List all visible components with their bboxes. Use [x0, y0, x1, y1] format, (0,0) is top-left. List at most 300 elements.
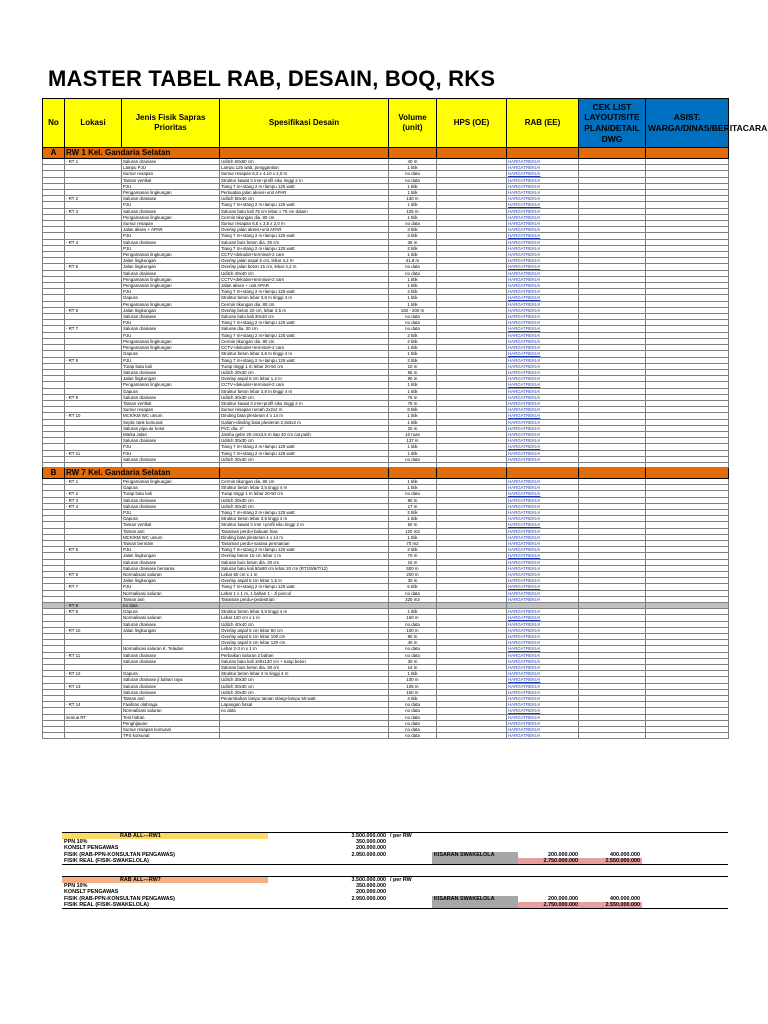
jenis-cell: Pengamanan lingkungan [122, 252, 220, 258]
rab-cell[interactable]: HARGATREKIA! [507, 295, 579, 301]
lokasi-cell: - RT 11 [65, 652, 122, 658]
rab-cell[interactable]: HARGATREKIA! [507, 503, 579, 509]
rab-cell[interactable]: HARGATREKIA! [507, 376, 579, 382]
spec-cell: Struktur beton lebar 3,5 tinggi 4 m [220, 485, 389, 491]
lokasi-cell: - RT 8 [65, 603, 122, 609]
volume-cell: 30 m [389, 658, 437, 664]
spec-cell: Uditch 30x30 cm [220, 677, 389, 683]
jenis-cell: Jalan lingkungan [122, 307, 220, 313]
real-min: 2.750.000.000 [518, 902, 580, 909]
rab-cell[interactable]: HARGATREKIA! [507, 702, 579, 708]
spec-cell: Turap tinggi 1 m lebar 20-50 cm [220, 363, 389, 369]
rab-cell[interactable]: HARGATREKIA! [507, 578, 579, 584]
jenis-cell: Jalan lingkungan [122, 258, 220, 264]
rab-cell[interactable]: HARGATREKIA! [507, 332, 579, 338]
rab-cell[interactable]: HARGATREKIA! [507, 714, 579, 720]
rab-cell[interactable]: HARGATREKIA! [507, 584, 579, 590]
ppn-label: PPN 10% [64, 883, 88, 890]
rab-cell[interactable]: HARGATREKIA! [507, 289, 579, 295]
jenis-cell: PJU [122, 245, 220, 251]
rab-cell[interactable]: HARGATREKIA! [507, 522, 579, 528]
spec-cell: Lebar 1 x 1 m, 1 bahan 1 - Jl poncol [220, 590, 389, 596]
rab-cell[interactable]: HARGATREKIA! [507, 202, 579, 208]
spec-cell: Saluran batu kali 50x80 cm lebar 20 cm (RT1/5/6/7/12) [220, 565, 389, 571]
spec-cell: PVC dia. 4" [220, 425, 389, 431]
spec-cell: Struktur beton lebar 4 m tinggi 4 m [220, 671, 389, 677]
summary-rw7 [62, 876, 728, 909]
rab-cell[interactable]: HARGATREKIA! [507, 456, 579, 462]
spec-cell: Saluran batu kali 30x30 cm [220, 314, 389, 320]
volume-cell: 80 m [389, 634, 437, 640]
kisaran-label: KISARAN SWAKELOLA [432, 896, 518, 902]
volume-cell: no data [389, 708, 437, 714]
spec-cell: Lebar 50 cm x 1 m [220, 572, 389, 578]
jenis-cell: PJU [122, 289, 220, 295]
rab-cell[interactable]: HARGATREKIA! [507, 671, 579, 677]
rab-cell[interactable]: HARGATREKIA! [507, 369, 579, 375]
header-spesifikasi: Spesifikasi Desain [220, 99, 389, 148]
rab-cell[interactable]: HARGATREKIA! [507, 696, 579, 702]
volume-cell: 4 titik [389, 696, 437, 702]
kisaran-max: 400.000.000 [610, 895, 640, 902]
spec-cell: Saluran batu kali 75 cm lebar x 75 cm dalam [220, 208, 389, 214]
volume-cell: 100 m [389, 627, 437, 633]
rab-cell[interactable]: HARGATREKIA! [507, 270, 579, 276]
jenis-cell: Normalisasi saluran [122, 572, 220, 578]
jenis-cell: Taman asri [122, 696, 220, 702]
lokasi-cell: - RT 2 [65, 196, 122, 202]
jenis-cell: MCK/KM WC umum [122, 413, 220, 419]
rab-cell[interactable]: HARGATREKIA! [507, 689, 579, 695]
rab-cell[interactable]: HARGATREKIA! [507, 413, 579, 419]
konsult-value: 200.000.000 [356, 889, 386, 896]
ppn-label: PPN 10% [64, 839, 88, 846]
jenis-cell: Saluran drainase [122, 652, 220, 658]
volume-cell: no data [389, 727, 437, 733]
spec-cell: Tiang 7 m+stang 2 m+lampu 125 watt [220, 547, 389, 553]
rab-cell[interactable]: HARGATREKIA! [507, 534, 579, 540]
jenis-cell: Saluran drainase [122, 621, 220, 627]
rab-cell[interactable]: HARGATREKIA! [507, 615, 579, 621]
lokasi-cell: - RT 13 [65, 683, 122, 689]
jenis-cell: Saluran drainase [122, 196, 220, 202]
spec-cell: Tanaman perdu+pedestrian [220, 596, 389, 602]
volume-cell: no data [389, 221, 437, 227]
volume-cell: 20 m [389, 425, 437, 431]
lokasi-cell: - RT 7 [65, 326, 122, 332]
header-hps: HPS (OE) [437, 99, 507, 148]
rab-cell[interactable]: HARGATREKIA! [507, 177, 579, 183]
volume-cell: 1 titik [389, 485, 437, 491]
ppn-value: 350.000.000 [356, 839, 386, 846]
lokasi-cell: - RT 10 [65, 627, 122, 633]
volume-cell: 6 titik [389, 584, 437, 590]
volume-cell: 1 titik [389, 165, 437, 171]
volume-cell: 1 titik [389, 388, 437, 394]
jenis-cell: Saluran drainase [122, 369, 220, 375]
rab-all-label: RAB ALL---RW7 [118, 877, 268, 884]
spec-cell: Tiang 7 m+stang 2 m+lampu 125 watt [220, 509, 389, 515]
jenis-cell: PJU [122, 357, 220, 363]
jenis-cell: Saluran pipa air kotor [122, 425, 220, 431]
spec-cell: Saluran buis beton dia. 30 cm [220, 559, 389, 565]
jenis-cell: Gapura [122, 485, 220, 491]
volume-cell: no data [389, 171, 437, 177]
spec-cell: Uditch 40x40 cm [220, 621, 389, 627]
section-code: B [43, 467, 65, 478]
volume-cell: 17 m [389, 503, 437, 509]
jenis-cell: Saluran drainase [122, 503, 220, 509]
rab-cell[interactable]: HARGATREKIA! [507, 407, 579, 413]
spec-cell: Uditch 40x40 cm [220, 270, 389, 276]
volume-cell: 3 titik [389, 233, 437, 239]
rab-cell[interactable]: HARGATREKIA! [507, 301, 579, 307]
lokasi-cell: - RT 6 [65, 307, 122, 313]
table-row [43, 733, 729, 739]
jenis-cell: Fasilitas olahraga [122, 702, 220, 708]
spec-cell: Tiang 7 m+stang 2 m+lampu 125 watt [220, 289, 389, 295]
rab-cell[interactable]: HARGATREKIA! [507, 491, 579, 497]
volume-cell: 120 m2 [389, 528, 437, 534]
volume-cell: 30 m [389, 578, 437, 584]
rab-cell[interactable]: HARGATREKIA! [507, 652, 579, 658]
spec-cell: Tiang 7 m+stang 2 m+lampu 125 watt [220, 202, 389, 208]
volume-cell: 75 m [389, 394, 437, 400]
spec-cell: Tiang 7 m+stang 2 m+lampu 125 watt [220, 332, 389, 338]
rab-cell[interactable]: HARGATREKIA! [507, 727, 579, 733]
ppn-value: 350.000.000 [356, 883, 386, 890]
volume-cell: 1 titik [389, 276, 437, 282]
rab-cell[interactable]: HARGATREKIA! [507, 245, 579, 251]
jenis-cell: PJU [122, 202, 220, 208]
rab-cell[interactable]: HARGATREKIA! [507, 338, 579, 344]
spec-cell: Overlay beton 20 cm, lebar 3,5 m [220, 307, 389, 313]
spec-cell: Turap tinggi 1 m lebar 20-50 cm [220, 491, 389, 497]
rab-cell[interactable]: HARGATREKIA! [507, 314, 579, 320]
volume-cell: 1 titik [389, 609, 437, 615]
jenis-cell: Saluran drainase [122, 314, 220, 320]
spec-cell [220, 733, 389, 739]
volume-cell: no data [389, 714, 437, 720]
rab-cell[interactable]: HARGATREKIA! [507, 609, 579, 615]
rab-all-value: 3.500.000.000 [268, 833, 388, 840]
lokasi-cell: - RT 7 [65, 584, 122, 590]
volume-cell: 1 titik [389, 202, 437, 208]
lokasi-cell: - RT 10 [65, 413, 122, 419]
volume-cell: 320 m2 [389, 596, 437, 602]
rab-cell[interactable]: HARGATREKIA! [507, 345, 579, 351]
rab-cell[interactable]: HARGATREKIA! [507, 208, 579, 214]
volume-cell: 40 m [389, 640, 437, 646]
rab-cell[interactable]: HARGATREKIA! [507, 621, 579, 627]
volume-cell: 1 titik [389, 413, 437, 419]
jenis-cell: Gapura [122, 609, 220, 615]
volume-cell: 1 titik [389, 671, 437, 677]
page-title: MASTER TABEL RAB, DESAIN, BOQ, RKS [48, 66, 496, 91]
spec-cell: Uditch 50x40 cm [220, 196, 389, 202]
jenis-cell: Sumur resapan komunal [122, 727, 220, 733]
jenis-cell: Sumur resapan [122, 171, 220, 177]
real-label: FISIK REAL (FISIK-SWAKELOLA) [64, 901, 149, 908]
rab-cell[interactable]: HARGATREKIA! [507, 165, 579, 171]
rab-cell[interactable]: HARGATREKIA! [507, 221, 579, 227]
spec-cell: CCTV+dekoder+terminal+2 cam [220, 345, 389, 351]
rab-cell[interactable]: HARGATREKIA! [507, 497, 579, 503]
rab-cell[interactable]: HARGATREKIA! [507, 640, 579, 646]
volume-cell: 1 titik [389, 382, 437, 388]
spec-cell: Tiang 7 m+stang 2 m+lampu 125 watt [220, 444, 389, 450]
lokasi-cell: - RT 11 [65, 450, 122, 456]
rab-cell[interactable]: HARGATREKIA! [507, 264, 579, 270]
rab-cell[interactable]: HARGATREKIA! [507, 596, 579, 602]
rab-cell[interactable]: HARGATREKIA! [507, 485, 579, 491]
asist-cell [646, 733, 729, 739]
jenis-cell: Taman vertikal [122, 522, 220, 528]
rab-cell[interactable]: HARGATREKIA! [507, 227, 579, 233]
volume-cell: 1 titik [389, 295, 437, 301]
spec-cell: Sumur resapan 6,3 x 4,10 x 2,0 m [220, 171, 389, 177]
rab-cell[interactable]: HARGATREKIA! [507, 708, 579, 714]
spec-cell: Uditch 30x30 cm [220, 369, 389, 375]
volume-cell: 40 m [389, 159, 437, 165]
real-max: 2.550.000.000 [580, 858, 642, 865]
lokasi-cell: - RT 12 [65, 671, 122, 677]
rab-cell[interactable]: HARGATREKIA! [507, 478, 579, 484]
rab-cell[interactable]: HARGATREKIA! [507, 683, 579, 689]
jenis-cell: Saluran drainase [122, 239, 220, 245]
rab-cell[interactable]: HARGATREKIA! [507, 382, 579, 388]
volume-cell: 2 titik [389, 509, 437, 515]
fisik-label: FISIK (RAB-PPN-KONSULTAN PENGAWAS) [64, 851, 175, 858]
volume-cell: 1 titik [389, 419, 437, 425]
volume-cell: 2 titik [389, 357, 437, 363]
jenis-cell: Pengamanan lingkungan [122, 478, 220, 484]
jenis-cell: Saluran drainase bersama [122, 565, 220, 571]
jenis-cell: PJU [122, 444, 220, 450]
lokasi-cell: - RT 3 [65, 208, 122, 214]
volume-cell: no data [389, 491, 437, 497]
rab-cell[interactable]: HARGATREKIA! [507, 196, 579, 202]
volume-cell: 137 m [389, 438, 437, 444]
jenis-cell: PJU [122, 450, 220, 456]
volume-cell: 1 titik [389, 283, 437, 289]
spec-cell: Struktur kawat 3 mm +profil siku tinggi 2 m [220, 522, 389, 528]
jenis-cell: Sumur resapan [122, 221, 220, 227]
jenis-cell: Jalan akses + APAR [122, 227, 220, 233]
jenis-cell: Gapura [122, 671, 220, 677]
spec-cell: Overlay beton 15 cm lebar 1 m [220, 553, 389, 559]
jenis-cell: Lampu PJU [122, 165, 220, 171]
rab-cell[interactable]: HARGATREKIA! [507, 553, 579, 559]
rab-cell[interactable]: HARGATREKIA! [507, 183, 579, 189]
lokasi-cell: - RT 5 [65, 264, 122, 270]
rab-cell[interactable]: HARGATREKIA! [507, 419, 579, 425]
spec-cell: Tiang 7 m+stang 2 m+lampu 125 watt [220, 357, 389, 363]
volume-cell: 1 titik [389, 534, 437, 540]
volume-cell: 80 m [389, 497, 437, 503]
volume-cell: 70 m [389, 553, 437, 559]
jenis-cell: PJU [122, 509, 220, 515]
spec-cell: Cermin tikungan dia. 80 cm [220, 478, 389, 484]
volume-cell: 90 m [389, 376, 437, 382]
header-row [43, 99, 729, 148]
rab-cell[interactable]: HARGATREKIA! [507, 431, 579, 437]
volume-cell: 6 titik [389, 407, 437, 413]
jenis-cell: Normalisasi saluran [122, 615, 220, 621]
rab-cell[interactable]: HARGATREKIA! [507, 634, 579, 640]
header-no: No [43, 99, 65, 148]
spec-cell: Uditch 60x60 cm [220, 159, 389, 165]
spec-cell: Tiang 7 m+stang 2 m+lampu 125 watt [220, 320, 389, 326]
rab-cell[interactable]: HARGATREKIA! [507, 239, 579, 245]
rab-cell[interactable]: HARGATREKIA! [507, 516, 579, 522]
jenis-cell: Gapura [122, 388, 220, 394]
spec-cell: Saluran dia. 30 cm [220, 326, 389, 332]
spec-cell: Struktur beton lebar 3,5 tinggi 4 m [220, 609, 389, 615]
volume-cell: 1 titik [389, 190, 437, 196]
volume-cell: 41,8 m [389, 258, 437, 264]
rab-cell[interactable]: HARGATREKIA! [507, 540, 579, 546]
jenis-cell: Jalan lingkungan [122, 578, 220, 584]
jenis-cell: Jalan lingkungan [122, 376, 220, 382]
spec-cell: Overlay jalan aspal 5 cm, lebar 4,2 m [220, 258, 389, 264]
kisaran-max: 400.000.000 [610, 851, 640, 858]
jenis-cell: Marka Jalan [122, 431, 220, 437]
rab-cell[interactable]: HARGATREKIA! [507, 646, 579, 652]
rab-cell[interactable]: HARGATREKIA! [507, 363, 579, 369]
spec-cell: Struktur beton lebar 3,8 m tinggi 4 m [220, 388, 389, 394]
spec-cell: Tanaman perdu+sarana permainan [220, 540, 389, 546]
volume-cell: 2 titik [389, 245, 437, 251]
jenis-cell: Jalan lingkungan [122, 264, 220, 270]
section-code: A [43, 148, 65, 159]
rab-cell[interactable]: HARGATREKIA! [507, 400, 579, 406]
jenis-cell: Saluran drainase [122, 159, 220, 165]
rab-cell[interactable]: HARGATREKIA! [507, 276, 579, 282]
jenis-cell: Pengamanan lingkungan [122, 338, 220, 344]
jenis-cell: MCK/KM WC umum [122, 534, 220, 540]
spec-cell: Tiang 7 m+stang 2 m+lampu 125 watt [220, 183, 389, 189]
rab-cell[interactable]: HARGATREKIA! [507, 388, 579, 394]
spec-cell: Perbaikan saluran 2 bahan [220, 652, 389, 658]
rab-cell[interactable]: HARGATREKIA! [507, 559, 579, 565]
jenis-cell: Pengamanan lingkungan [122, 301, 220, 307]
fisik-value: 2.950.000.000 [351, 851, 386, 858]
rab-cell[interactable]: HARGATREKIA! [507, 171, 579, 177]
rab-cell[interactable]: HARGATREKIA! [507, 190, 579, 196]
jenis-cell: Saluran drainase jl bahari raya [122, 677, 220, 683]
rab-cell[interactable]: HARGATREKIA! [507, 590, 579, 596]
volume-cell: no data [389, 326, 437, 332]
spec-cell: Uditch 30x30 cm [220, 503, 389, 509]
jenis-cell: PJU [122, 320, 220, 326]
volume-cell: 1 titik [389, 214, 437, 220]
rab-cell[interactable]: HARGATREKIA! [507, 658, 579, 664]
summary-rw1 [62, 832, 728, 865]
real-max: 2.550.000.000 [580, 902, 642, 909]
rab-cell[interactable]: HARGATREKIA! [507, 214, 579, 220]
volume-cell: 105 m [389, 683, 437, 689]
rab-cell[interactable]: HARGATREKIA! [507, 565, 579, 571]
fisik-label: FISIK (RAB-PPN-KONSULTAN PENGAWAS) [64, 895, 175, 902]
volume-cell: 150 m [389, 615, 437, 621]
spec-cell: Uditch 30x30 cm [220, 394, 389, 400]
spec-cell: Overlay aspal 5 cm lebar 1,2 m [220, 376, 389, 382]
rab-cell[interactable]: HARGATREKIA! [507, 627, 579, 633]
lokasi-cell: - RT 3 [65, 497, 122, 503]
jenis-cell: Penghijauan [122, 720, 220, 726]
rab-cell[interactable]: HARGATREKIA! [507, 307, 579, 313]
spec-cell: CCTV+dekoder+terminal+2 cam [220, 276, 389, 282]
jenis-cell: Pengamanan lingkungan [122, 345, 220, 351]
rab-cell[interactable]: HARGATREKIA! [507, 438, 579, 444]
volume-cell: 10 ruas [389, 431, 437, 437]
kisaran-min: 200.000.000 [548, 895, 578, 902]
rab-cell[interactable]: HARGATREKIA! [507, 351, 579, 357]
rab-cell[interactable]: HARGATREKIA! [507, 677, 579, 683]
spec-cell: Jambu gelar 20 cmx3,5 m tiap 40 cm cat putih [220, 431, 389, 437]
rab-cell[interactable]: HARGATREKIA! [507, 258, 579, 264]
lokasi-cell: - RT 14 [65, 702, 122, 708]
rab-cell[interactable]: HARGATREKIA! [507, 444, 579, 450]
spec-cell: Dinding bata plesteran 4 x 14 m [220, 413, 389, 419]
jenis-cell: Jalan lingkungan [122, 627, 220, 633]
rab-cell[interactable]: HARGATREKIA! [507, 326, 579, 332]
rab-cell[interactable]: HARGATREKIA! [507, 252, 579, 258]
rab-cell[interactable]: HARGATREKIA! [507, 509, 579, 515]
rab-cell[interactable]: HARGATREKIA! [507, 572, 579, 578]
jenis-cell: Saluran drainase [122, 689, 220, 695]
jenis-cell: PJU [122, 183, 220, 189]
volume-cell: 2 titik [389, 332, 437, 338]
spec-cell: Perkuatan jalan akses+unit APAR [220, 190, 389, 196]
spec-cell: Struktur kawat 3 mm+profil siku tinggi 2 m [220, 177, 389, 183]
volume-cell: 1 titik [389, 345, 437, 351]
jenis-cell: Pengamanan lingkungan [122, 382, 220, 388]
volume-cell: 1 titik [389, 478, 437, 484]
rab-cell[interactable]: HARGATREKIA! [507, 720, 579, 726]
rab-cell[interactable]: HARGATREKIA! [507, 320, 579, 326]
lokasi-cell: - RT 6 [65, 572, 122, 578]
rab-cell[interactable]: HARGATREKIA! [507, 665, 579, 671]
rab-cell[interactable]: HARGATREKIA! [507, 159, 579, 165]
volume-cell: 100 m [389, 677, 437, 683]
rab-cell[interactable]: HARGATREKIA! [507, 394, 579, 400]
jenis-cell: Saluran drainase [122, 270, 220, 276]
rab-cell[interactable]: HARGATREKIA! [507, 547, 579, 553]
rab-cell[interactable]: HARGATREKIA! [507, 425, 579, 431]
jenis-cell: Saluran drainase [122, 326, 220, 332]
volume-cell: 70 m2 [389, 540, 437, 546]
rab-cell[interactable]: HARGATREKIA! [507, 283, 579, 289]
spec-cell: Overlay jalan beton 15 cm, lebar 4,2 m [220, 264, 389, 270]
rab-cell[interactable]: HARGATREKIA! [507, 528, 579, 534]
rab-cell[interactable]: HARGATREKIA! [507, 357, 579, 363]
spec-cell: Overlay aspal 5 cm lebar 120 cm [220, 640, 389, 646]
rab-cell[interactable]: HARGATREKIA! [507, 233, 579, 239]
konsult-label: KONSLT PENGAWAS [64, 845, 119, 852]
section-label: RW 1 Kel. Gandaria Selatan [65, 148, 220, 159]
rab-cell[interactable]: HARGATREKIA! [507, 450, 579, 456]
spec-cell: Uditch 30x30 cm [220, 438, 389, 444]
volume-cell: 200 m [389, 572, 437, 578]
header-asist: ASIST. WARGA/DINAS/BERITACARA [646, 99, 729, 148]
checklist-cell [579, 733, 646, 739]
rab-cell[interactable]: HARGATREKIA! [507, 733, 579, 739]
volume-cell: 2 titik [389, 338, 437, 344]
jenis-cell: TPS komunal [122, 733, 220, 739]
volume-cell: no data [389, 702, 437, 708]
